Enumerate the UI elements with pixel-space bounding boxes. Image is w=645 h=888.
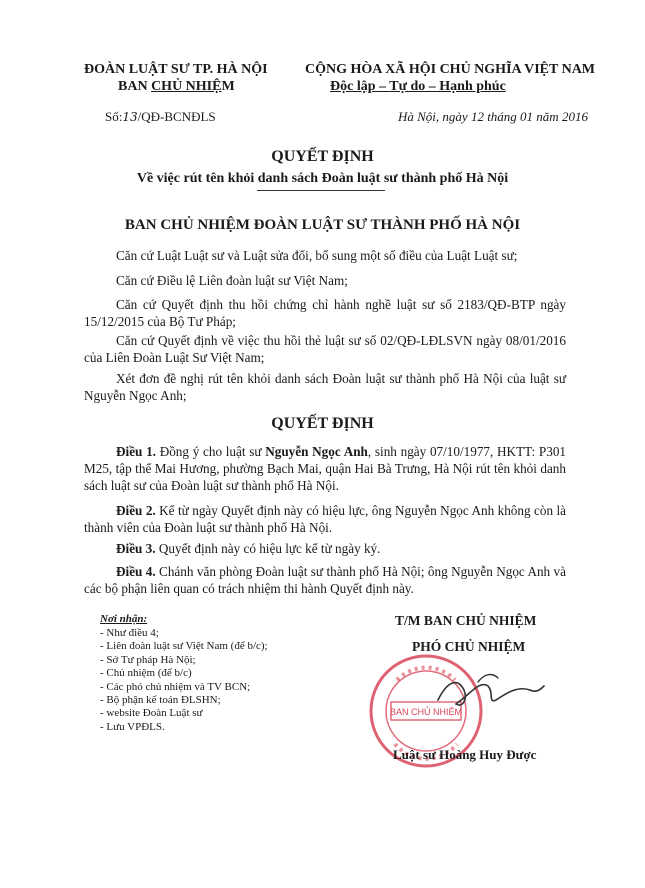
article-3-label: Điều 3. <box>116 541 156 556</box>
document-title: QUYẾT ĐỊNH <box>271 148 374 165</box>
issuer-heading: BAN CHỦ NHIỆM ĐOÀN LUẬT SƯ THÀNH PHỐ HÀ NỘI <box>124 217 521 233</box>
signature-title-1: T/M BAN CHỦ NHIỆM <box>395 613 537 628</box>
article-4-text: Chánh văn phòng Đoàn luật sư thành phố Hà Nội; ông Nguyễn Ngọc Anh và các bộ phận liên quan có trách nhiệm thi hành Quyết định này. <box>84 564 566 596</box>
preamble-item: Căn cứ Quyết định thu hồi chứng chỉ hành nghề luật sư số 2183/QĐ-BTP ngày 15/12/2015 của Bộ Tư Pháp; <box>84 297 566 329</box>
nation-motto: Độc lập – Tự do – Hạnh phúc <box>330 79 506 94</box>
recipients-title: Nơi nhận: <box>100 613 148 625</box>
number-suffix: /QĐ-BCNĐLS <box>137 109 216 124</box>
recipient-item: - Liên đoàn luật sư Việt Nam (để b/c); <box>100 640 268 653</box>
preamble-item: Căn cứ Luật Luật sư và Luật sửa đổi, bổ sung một số điều của Luật Luật sư; <box>116 248 518 263</box>
article-3 <box>84 540 566 557</box>
article-2-text: Kể từ ngày Quyết định này có hiệu lực, ông Nguyễn Ngọc Anh không còn là thành viên của Đoàn luật sư thành phố Hà Nội. <box>84 503 567 535</box>
signature-title-2: PHÓ CHỦ NHIỆM <box>412 639 526 654</box>
recipient-item: - Lưu VPĐLS. <box>100 720 165 733</box>
seal-text: BAN CHỦ NHIỆM <box>389 707 463 717</box>
article-1 <box>84 443 566 494</box>
org-board <box>118 79 235 95</box>
document-subject: Về việc rút tên khỏi danh sách Đoàn luật sư thành phố Hà Nội <box>136 171 509 186</box>
nation-title: CỘNG HÒA XÃ HỘI CHỦ NGHĨA VIỆT NAM <box>305 62 596 77</box>
article-1-text-before: Đồng ý cho luật sư <box>155 444 266 459</box>
recipient-item: - Như điều 4; <box>100 627 159 639</box>
document-date: Hà Nội, ngày 12 tháng 01 năm 2016 <box>398 109 588 124</box>
recipient-item: - Các phó chủ nhiệm và TV BCN; <box>100 680 251 693</box>
preamble-item: Căn cứ Điều lệ Liên đoàn luật sư Việt Nam; <box>116 273 348 288</box>
number-label: Số: <box>105 109 123 124</box>
article-1-label: Điều 1. <box>116 444 156 459</box>
recipient-item: - website Đoàn Luật sư <box>100 707 203 720</box>
document-number <box>105 109 216 125</box>
org-board-suffix: M <box>221 79 235 94</box>
handwritten-signature <box>418 660 548 730</box>
signer-name: Luật sư Hoàng Huy Được <box>393 747 537 762</box>
article-3-text: Quyết định này có hiệu lực kể từ ngày ký. <box>155 541 381 556</box>
org-board-prefix: BAN <box>118 79 152 94</box>
article-2-label: Điều 2. <box>116 503 156 518</box>
preamble-item: Căn cứ Quyết định về việc thu hồi thẻ luật sư số 02/QĐ-LĐLSVN ngày 08/01/2016 của Liên Đoàn Luật Sư Việt Nam; <box>84 333 566 365</box>
preamble-item: Xét đơn đề nghị rút tên khỏi danh sách Đoàn luật sư thành phố Hà Nội của luật sư Nguyễn Ngọc Anh; <box>84 371 566 403</box>
recipient-item: - Sở Tư pháp Hà Nội; <box>100 653 196 666</box>
org-board-underlined: CHỦ NHIỆ <box>151 79 222 94</box>
article-4-label: Điều 4. <box>116 564 156 579</box>
recipient-item: - Bộ phận kế toán ĐLSHN; <box>100 694 221 707</box>
subject-underline <box>257 190 385 191</box>
decision-heading: QUYẾT ĐỊNH <box>271 415 374 432</box>
org-name: ĐOÀN LUẬT SƯ TP. HÀ NỘI <box>84 62 268 77</box>
article-2 <box>84 502 566 536</box>
article-4 <box>84 563 566 597</box>
number-value: 13 <box>122 110 138 124</box>
article-1-text-after: , sinh ngày 07/10/1977, HKTT: P301 M25, tập thể Mai Hương, phường Bạch Mai, quận Hai Bà Trưng, Hà Nội rút tên khỏi danh sách luật sư của Đoàn luật sư thành phố Hà Nội. <box>84 444 567 493</box>
recipients-list <box>100 627 268 734</box>
recipient-item: - Chủ nhiệm (để b/c) <box>100 667 192 680</box>
article-1-name: Nguyễn Ngọc Anh <box>265 444 368 459</box>
